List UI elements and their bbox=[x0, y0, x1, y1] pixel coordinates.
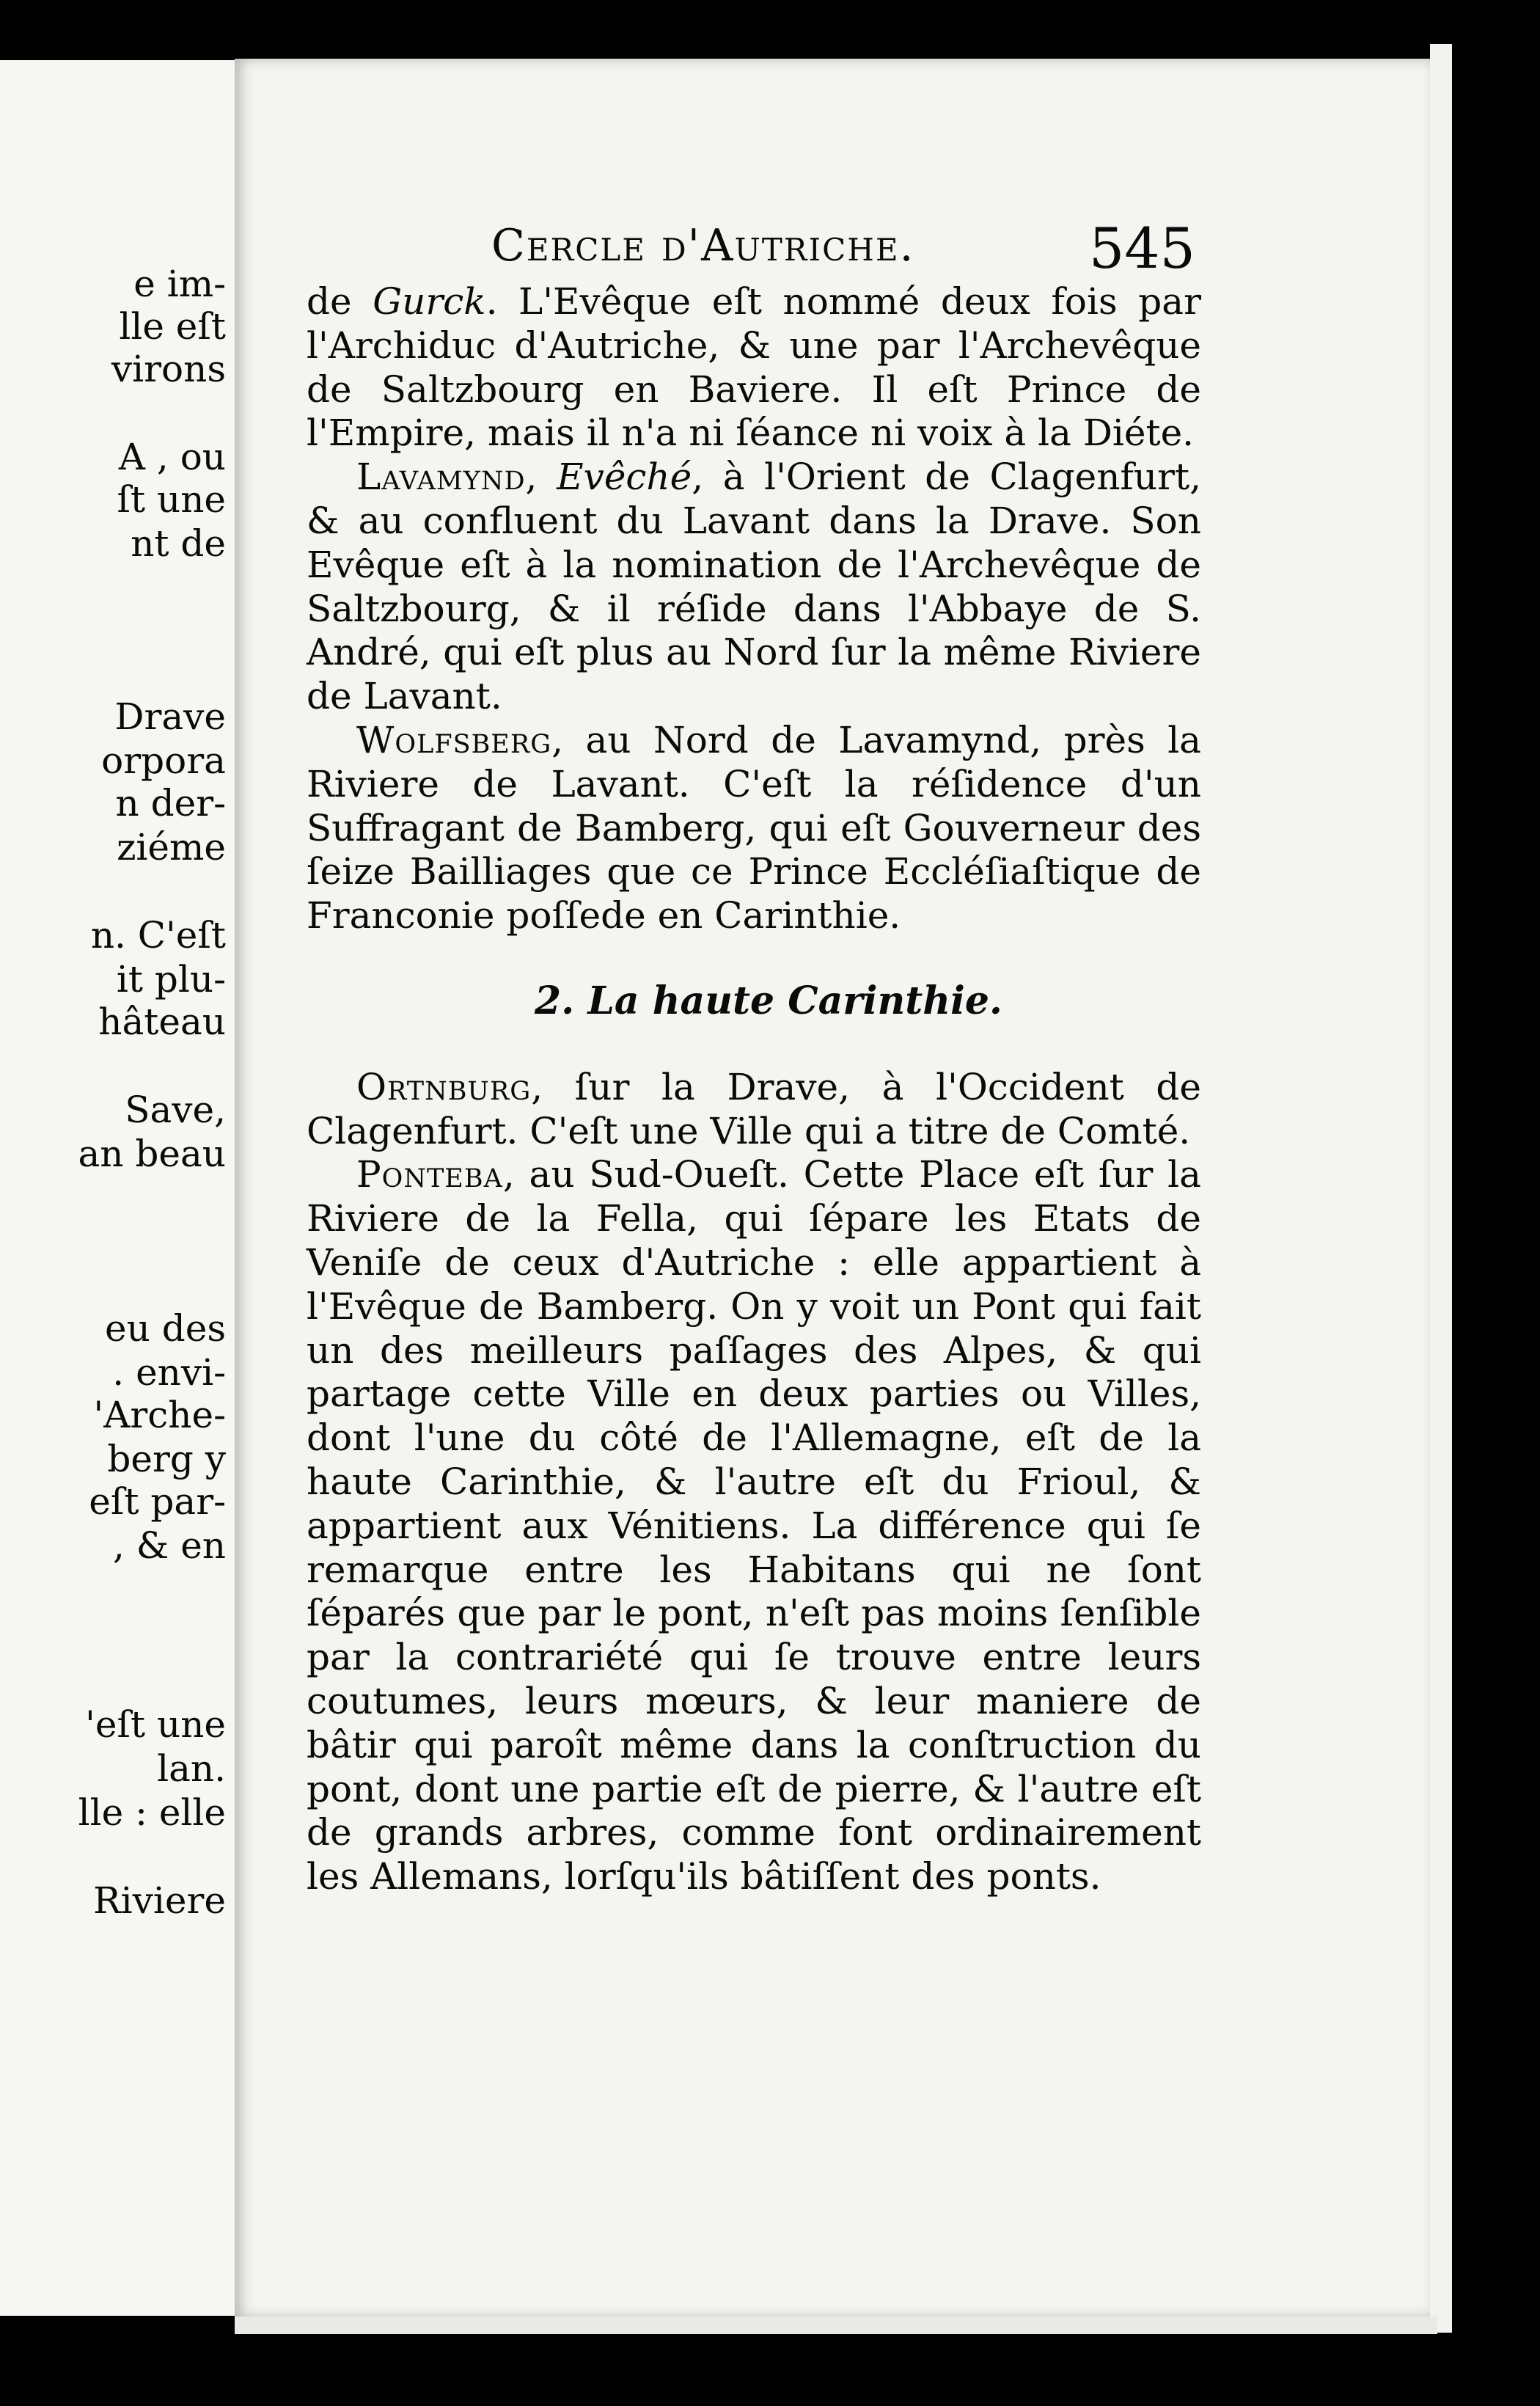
left-page-line: an beau bbox=[78, 1133, 226, 1175]
previous-page-fragment bbox=[0, 60, 236, 2316]
page-body bbox=[307, 280, 1201, 1899]
place-name: Ponteba bbox=[356, 1153, 503, 1196]
left-page-line: berg y bbox=[107, 1438, 226, 1480]
paragraph-wolfsberg: Wolfsberg, au Nord de Lavamynd, près la Riviere de Lavant. C'eſt la réſidence d'un Suffragant de Bamberg, qui eſt Gouverneur des ſeize Bailliages que ce Prince Eccléſiaſtique de Franconie poſſede en Carinthie. bbox=[307, 718, 1201, 937]
left-page-line: ſt une bbox=[117, 478, 226, 521]
left-page-line: A , ou bbox=[118, 436, 226, 478]
paragraph-ponteba: Ponteba, au Sud-Oueſt. Cette Place eſt ſur la Riviere de la Fella, qui ſépare les Etats de Veniſe de ceux d'Autriche : elle appartient à l'Evêque de Bamberg. On y voit un Pont qui fait un des meilleurs paſſages des Alpes, & qui partage cette Ville en deux parties ou Villes, dont l'une du côté de l'Allemagne, eſt de la haute Carinthie, & l'autre eſt du Frioul, & appartient aux Vénitiens. La différence qui ſe remarque entre les Habitans qui ne ſont ſéparés que par le pont, n'eſt pas moins ſenſible par la contrariété qui ſe trouve entre leurs coutumes, leurs mœurs, & leur maniere de bâtir qui paroît même dans la conſtruction du pont, dont une partie eſt de pierre, & l'autre eſt de grands arbres, comme font ordinairement les Allemans, lorſqu'ils bâtiſſent des ponts. bbox=[307, 1153, 1201, 1898]
page-bottom-edge bbox=[235, 2317, 1437, 2334]
left-page-line: 'eſt une bbox=[85, 1703, 226, 1746]
left-page-line: eu des bbox=[105, 1307, 226, 1350]
running-title: Cercle d'Autriche. bbox=[491, 220, 915, 271]
left-page-line: Save, bbox=[125, 1089, 226, 1131]
left-page-line: ziéme bbox=[117, 826, 226, 869]
page-edge bbox=[1430, 44, 1452, 2333]
paragraph-lavamynd: Lavamynd, Evêché, à l'Orient de Clagenfurt, & au confluent du Lavant dans la Drave. Son Evêque eſt à la nomination de l'Archevêque de Saltzbourg, & il réſide dans l'Abbaye de S. André, qui eſt plus au Nord ſur la même Riviere de Lavant. bbox=[307, 456, 1201, 718]
left-page-line: eſt par- bbox=[89, 1480, 226, 1523]
left-page-line: lle eſt bbox=[119, 305, 226, 348]
page-header bbox=[491, 216, 1195, 286]
left-page-line: n. C'eſt bbox=[90, 914, 226, 957]
left-page-line: lle : elle bbox=[78, 1791, 226, 1834]
left-page-line: nt de bbox=[131, 522, 226, 565]
left-page-line: , & en bbox=[113, 1524, 226, 1567]
paragraph-gurck: de Gurck. L'Evêque eſt nommé deux fois par l'Archiduc d'Autriche, & une par l'Archevêque de Saltzbourg en Baviere. Il eſt Prince de l'Empire, mais il n'a ni ſéance ni voix à la Diéte. bbox=[307, 280, 1201, 455]
left-page-line: Drave bbox=[114, 695, 226, 738]
left-page-line: 'Arche- bbox=[93, 1394, 226, 1436]
place-name: Wolfsberg bbox=[356, 718, 552, 761]
left-page-line: . envi- bbox=[112, 1351, 226, 1394]
left-page-line: virons bbox=[111, 348, 226, 390]
page-number: 545 bbox=[1088, 216, 1195, 281]
left-page-line: it plu- bbox=[116, 958, 226, 1001]
left-page-line: lan. bbox=[157, 1747, 226, 1790]
place-name: Lavamynd bbox=[356, 456, 526, 499]
left-page-line: n der- bbox=[115, 782, 226, 824]
left-page-line: Riviere bbox=[93, 1879, 226, 1922]
left-page-line: hâteau bbox=[98, 1001, 226, 1043]
section-heading: 2. La haute Carinthie. bbox=[534, 978, 1003, 1023]
paragraph-ortnburg: Ortnburg, ſur la Drave, à l'Occident de Clagenfurt. C'eſt une Ville qui a titre de Comté. bbox=[307, 1065, 1201, 1152]
left-page-line: e im- bbox=[133, 263, 226, 305]
place-name: Ortnburg bbox=[356, 1065, 532, 1108]
left-page-line: orpora bbox=[101, 739, 226, 782]
